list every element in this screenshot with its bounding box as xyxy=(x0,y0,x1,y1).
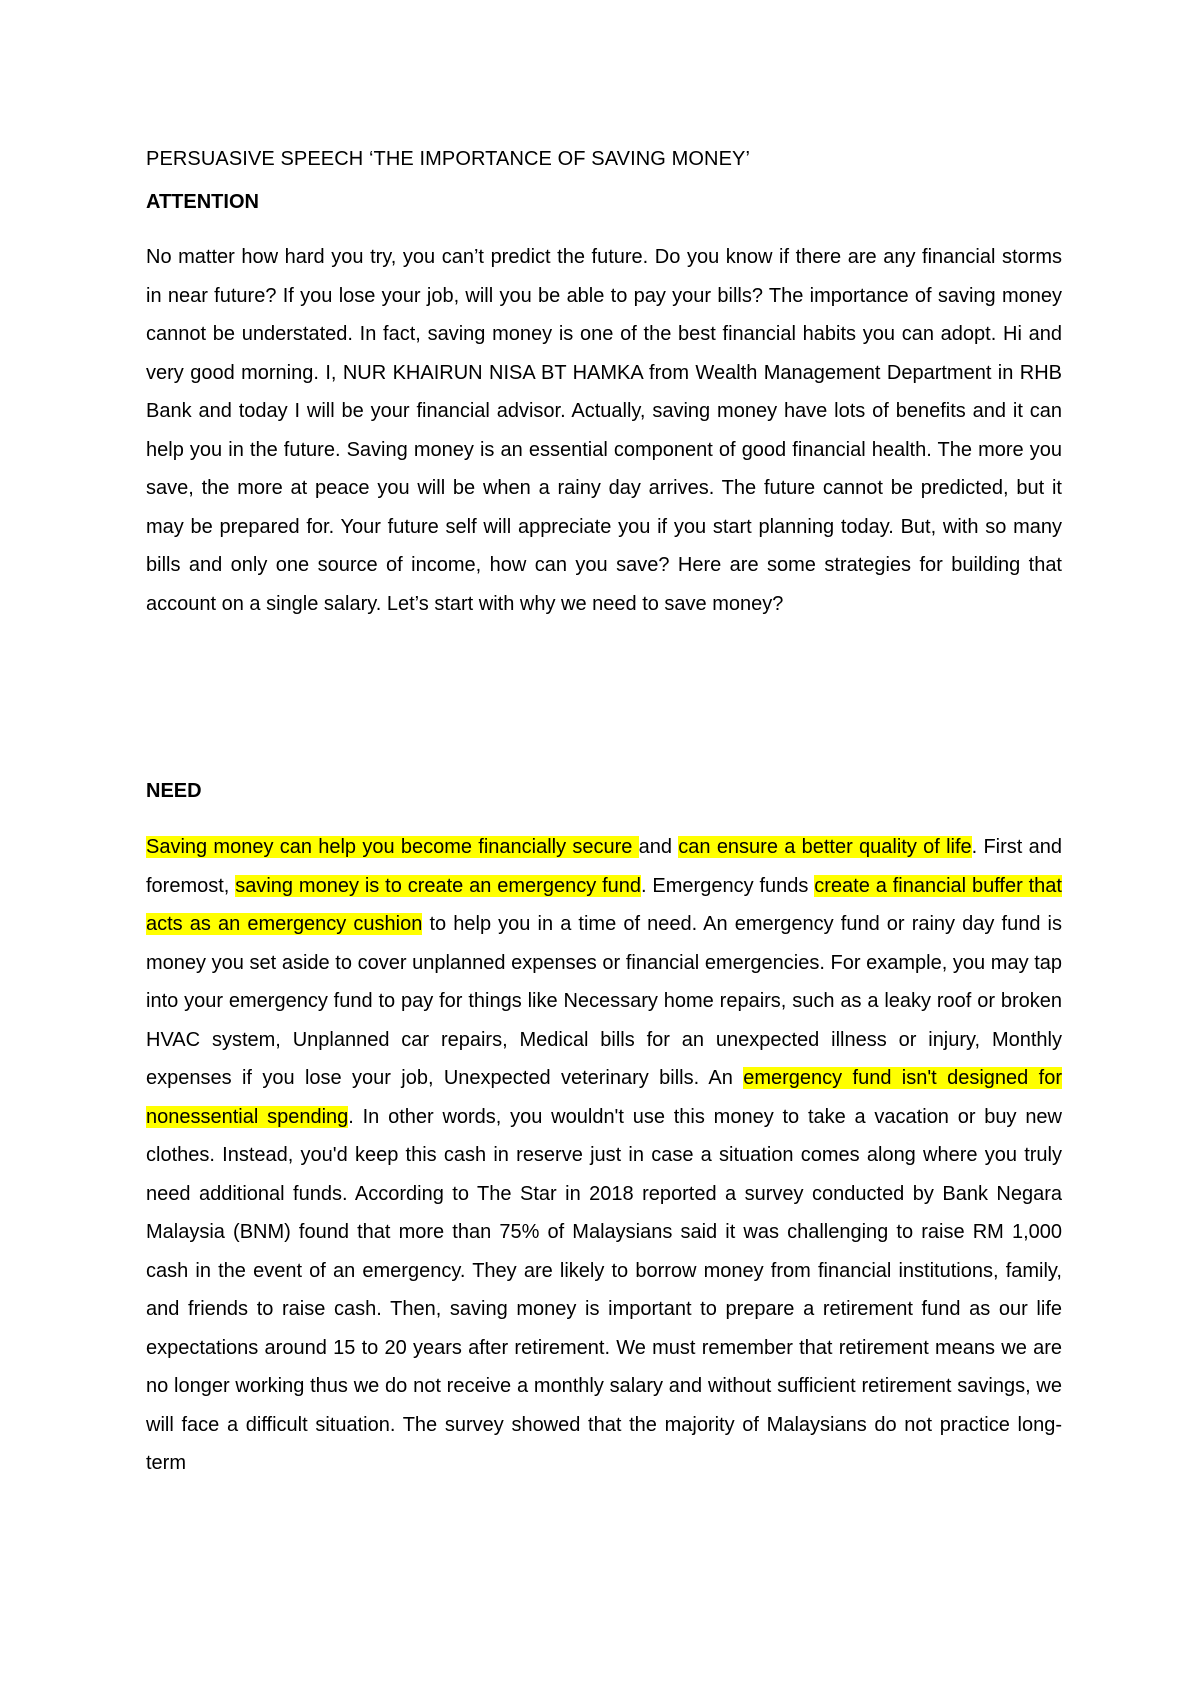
section-heading-attention: ATTENTION xyxy=(146,191,259,213)
section-body-attention xyxy=(146,238,1062,623)
highlighted-text: Saving money can help you become financially secure xyxy=(146,836,639,858)
body-text-segment: . Emergency funds xyxy=(641,874,815,897)
highlighted-text: create a financial buffer that acts as an emergency cushion xyxy=(146,874,1062,935)
section-body-need xyxy=(146,828,1062,1483)
section-heading-need: NEED xyxy=(146,780,202,802)
body-text-segment: . In other words, you wouldn't use this money to take a vacation or buy new clothes. Instead, you'd keep this cash in reserve just in case a situation comes along where you truly need additional funds. According to The Star in 2018 reported a survey conducted by Bank Negara Malaysia (BNM) found that more than 75% of Malaysians said it was challenging to raise RM 1,000 cash in the event of an emergency. They are likely to borrow money from financial institutions, family, and friends to raise cash. Then, saving money is important to prepare a retirement fund as our life expectations around 15 to 20 years after retirement. We must remember that retirement means we are no longer working thus we do not receive a monthly salary and without sufficient retirement savings, we will face a difficult situation. The survey showed that the majority of Malaysians do not practice long-term xyxy=(146,1105,1063,1474)
highlighted-text: can ensure a better quality of life xyxy=(678,836,972,858)
highlighted-text: emergency fund isn't designed for nonessential spending xyxy=(146,1067,1062,1128)
highlighted-text: saving money is to create an emergency fund xyxy=(235,874,641,897)
body-text-segment: . First and foremost, xyxy=(146,836,1062,897)
document-title: PERSUASIVE SPEECH ‘THE IMPORTANCE OF SAVING MONEY’ xyxy=(146,148,750,170)
body-text-segment: to help you in a time of need. An emergency fund or rainy day fund is money you set aside to cover unplanned expenses or financial emergencies. For example, you may tap into your emergency fund to pay for things like Necessary home repairs, such as a leaky roof or broken HVAC system, Unplanned car repairs, Medical bills for an unexpected illness or injury, Monthly expenses if you lose your job, Unexpected veterinary bills. An xyxy=(146,913,1062,1089)
body-text-segment: and xyxy=(638,836,679,858)
body-text-segment: No matter how hard you try, you can’t predict the future. Do you know if there are any financial storms in near future? If you lose your job, will you be able to pay your bills? The importance of saving money cannot be understated. In fact, saving money is one of the best financial habits you can adopt. Hi and very good morning. I, NUR KHAIRUN NISA BT HAMKA from Wealth Management Department in RHB Bank and today I will be your financial advisor. Actually, saving money have lots of benefits and it can help you in the future. Saving money is an essential component of good financial health. The more you save, the more at peace you will be when a rainy day arrives. The future cannot be predicted, but it may be prepared for. Your future self will appreciate you if you start planning today. But, with so many bills and only one source of income, how can you save? Here are some strategies for building that account on a single salary. Let’s start with why we need to save money? xyxy=(146,246,1062,615)
